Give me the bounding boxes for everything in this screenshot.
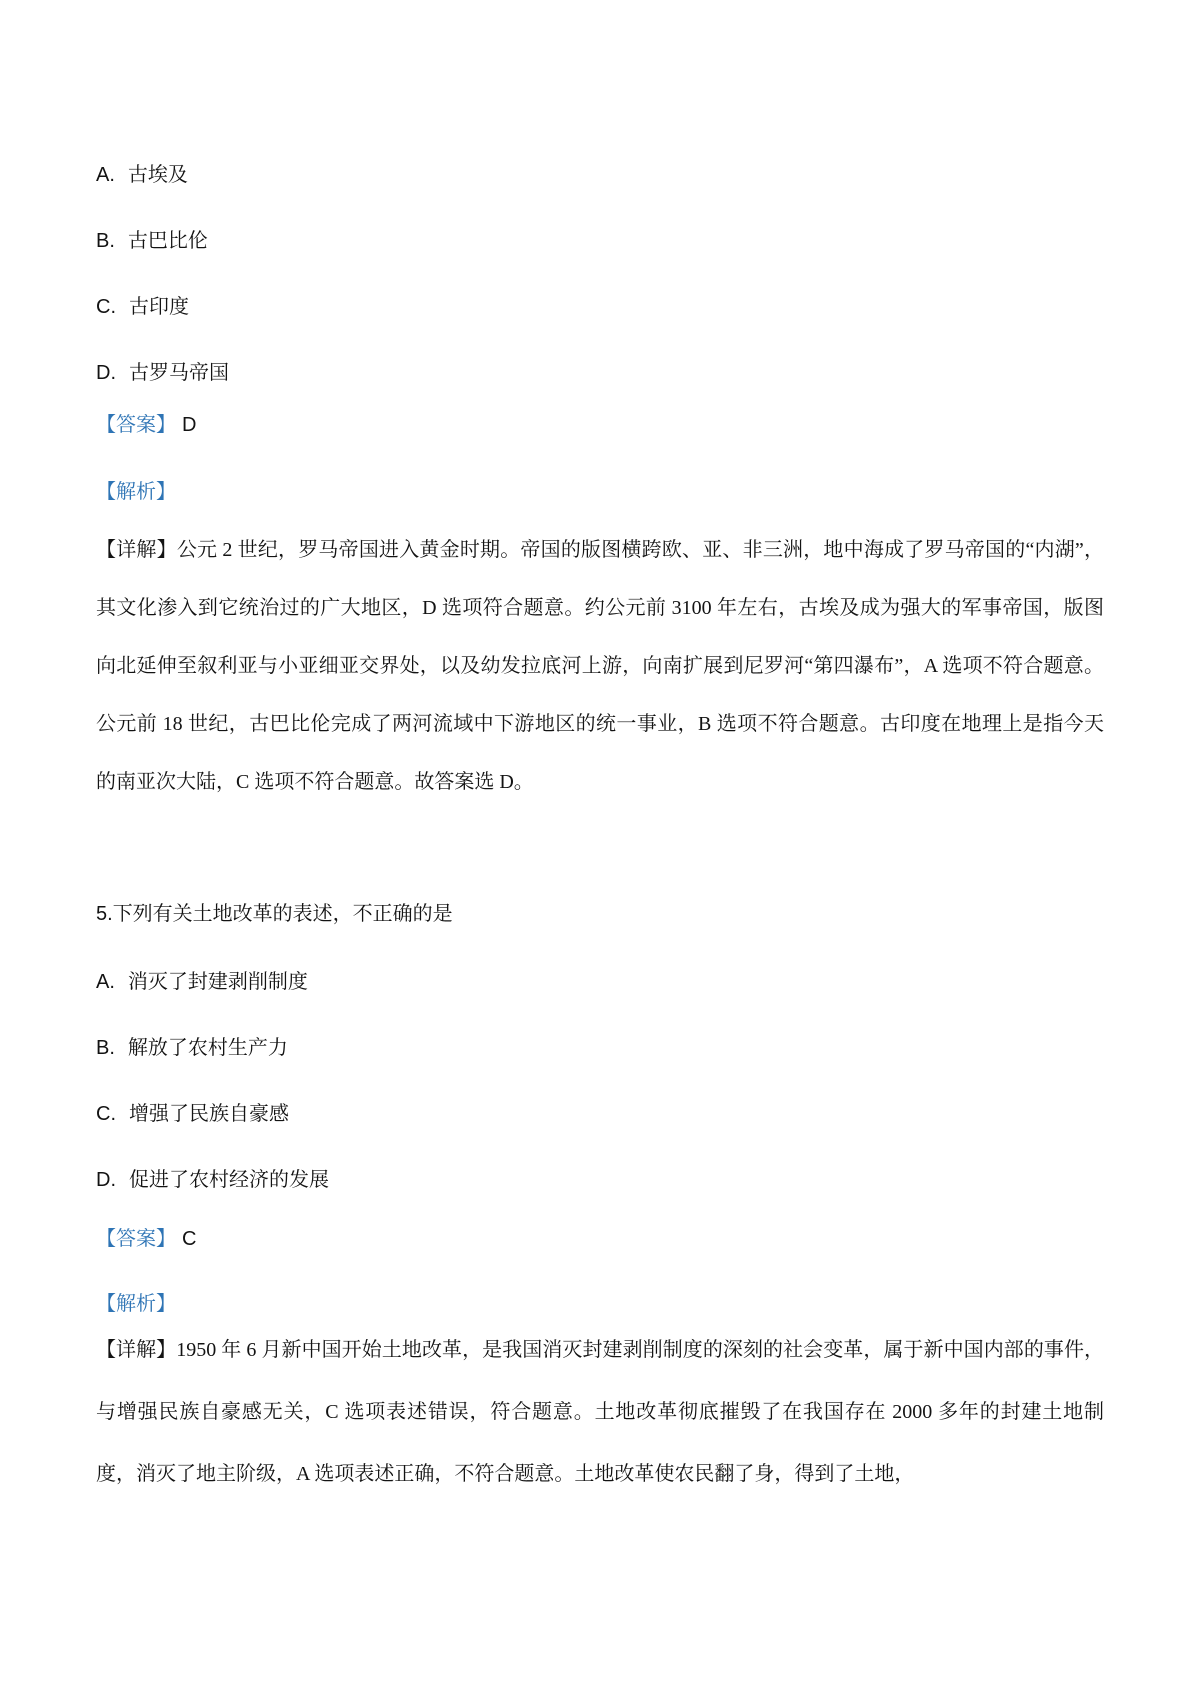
question-title	[96, 902, 1104, 926]
option-text: 古巴比伦	[127, 230, 208, 252]
question-text: 下列有关土地改革的表述，不正确的是	[112, 903, 453, 925]
detail-text: 公元 2 世纪，罗马帝国进入黄金时期。帝国的版图横跨欧、亚、非三洲，地中海成了罗马帝国的“内湖”，其文化渗入到它统治过的广大地区，D 选项符合题意。约公元前 3100 年左右，古埃及成为强大的军事帝国，版图向北延伸至叙利亚与小亚细亚交界处，以及幼发拉底河上游，向南扩展到尼罗河“第四瀑布”，A 选项不符合题意。公元前 18 世纪，古巴比伦完成了两河流域中下游地区的统一事业，B 选项不符合题意。古印度在地理上是指今天的南亚次大陆，C 选项不符合题意。故答案选 D。	[96, 539, 1104, 793]
option-text: 古罗马帝国	[129, 362, 229, 384]
option-text: 增强了民族自豪感	[129, 1103, 289, 1125]
option-text: 古埃及	[127, 164, 188, 186]
option-row-b	[96, 1036, 1104, 1060]
analysis-label: 【解析】	[96, 481, 176, 503]
option-letter: D.	[96, 1169, 116, 1191]
answer-value: D	[182, 414, 197, 436]
option-row-b	[96, 229, 1104, 253]
option-letter: A.	[96, 164, 115, 186]
option-text: 解放了农村生产力	[127, 1037, 288, 1059]
option-letter: B.	[96, 230, 115, 252]
detail-paragraph	[96, 1319, 1104, 1505]
option-row-a	[96, 163, 1104, 187]
option-row-d	[96, 361, 1104, 385]
option-text: 古印度	[129, 296, 189, 318]
detail-label: 【详解】	[96, 1339, 177, 1361]
question-5-block	[96, 902, 1104, 1505]
option-text: 消灭了封建剥削制度	[127, 971, 308, 993]
option-letter: C.	[96, 296, 116, 318]
option-row-a	[96, 970, 1104, 994]
option-letter: C.	[96, 1103, 116, 1125]
question-number: 5.	[96, 903, 113, 925]
answer-line	[96, 413, 1104, 437]
option-letter: D.	[96, 362, 116, 384]
option-row-c	[96, 295, 1104, 319]
option-letter: A.	[96, 971, 115, 993]
option-letter: B.	[96, 1037, 115, 1059]
detail-paragraph	[96, 521, 1104, 811]
analysis-line	[96, 480, 1104, 504]
option-row-c	[96, 1102, 1104, 1126]
option-text: 促进了农村经济的发展	[129, 1169, 329, 1191]
analysis-line	[96, 1292, 1104, 1316]
answer-label: 【答案】	[96, 414, 176, 436]
detail-text: 1950 年 6 月新中国开始土地改革，是我国消灭封建剥削制度的深刻的社会变革，属于新中国内部的事件，与增强民族自豪感无关，C 选项表述错误，符合题意。土地改革彻底摧毁了在我国存在 2000 多年的封建土地制度，消灭了地主阶级，A 选项表述正确，不符合题意。土地改革使农民翻了身，得到了土地，	[96, 1339, 1105, 1485]
option-row-d	[96, 1168, 1104, 1192]
answer-line	[96, 1227, 1104, 1251]
answer-value: C	[182, 1228, 197, 1250]
analysis-label: 【解析】	[96, 1293, 176, 1315]
detail-label: 【详解】	[96, 539, 177, 561]
answer-label: 【答案】	[96, 1228, 176, 1250]
question-4-block	[96, 163, 1104, 811]
